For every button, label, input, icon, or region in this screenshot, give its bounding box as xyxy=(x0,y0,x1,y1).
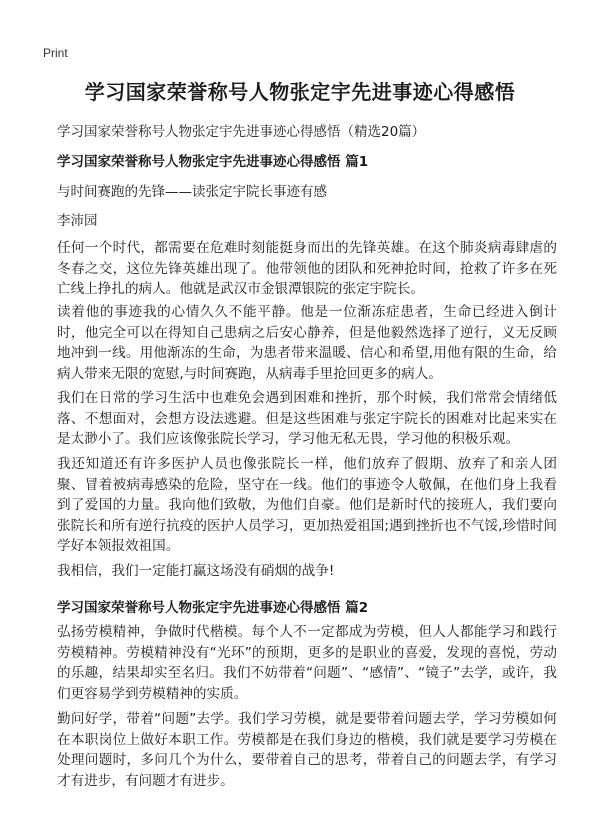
paragraph: 勤问好学，带着“问题”去学。我们学习劳模，就是要带着问题去学，学习劳模如何在本职岗位上做好本职工作。劳模都是在我们身边的楷模，我们就是要学习劳模在处理问题时，多问几个为什么，要带着自己的思考，带着自己的问题去学，有学习才有进步，有问题才有进步。 xyxy=(57,711,557,789)
paragraph: 读着他的事迹我的心情久久不能平静。他是一位渐冻症患者，生命已经进入倒计时，他完全可以在得知自己患病之后安心静养，但是他毅然选择了逆行，义无反顾地冲到一线。用他渐冻的生命，为患者带来温暖、信心和希望,用他有限的生命，给病人带来无限的宽慰,与时间赛跑，从病毒手里抢回更多的病人。 xyxy=(57,304,557,382)
print-link[interactable]: Print xyxy=(43,46,68,60)
section-heading-1: 学习国家荣誉称号人物张定宇先进事迹心得感悟 篇1 xyxy=(57,154,369,170)
section-heading-2: 学习国家荣誉称号人物张定宇先进事迹心得感悟 篇2 xyxy=(57,600,369,616)
page-title: 学习国家荣誉称号人物张定宇先进事迹心得感悟 xyxy=(84,80,516,104)
paragraph: 我还知道还有许多医护人员也像张院长一样，他们放弃了假期、放弃了和亲人团聚、冒着被病毒感染的危险，坚守在一线。他们的事迹令人敬佩，在他们身上我看到了爱国的力量。我向他们致敬，为他们自豪。他们是新时代的接班人，我们要向张院长和所有逆行抗疫的医护人员学习，更加热爱祖国;遇到挫折也不气馁,珍惜时间学好本领报效祖国。 xyxy=(57,456,557,554)
paragraph: 弘扬劳模精神，争做时代楷模。每个人不一定都成为劳模，但人人都能学习和践行劳模精神。劳模精神没有“光环”的预期，更多的是职业的喜爱，发现的喜悦，劳动的乐趣，结果却实至名归。我们不妨带着“问题”、“感情”、“镜子”去学，或许，我们更容易学到劳模精神的实质。 xyxy=(57,624,557,702)
article-title: 与时间赛跑的先锋——读张定宇院长事迹有感 xyxy=(57,184,327,200)
author-name: 李沛园 xyxy=(57,213,98,229)
document-subtitle: 学习国家荣誉称号人物张定宇先进事迹心得感悟（精选20篇） xyxy=(57,124,426,140)
paragraph: 我相信，我们一定能打赢这场没有硝烟的战争! xyxy=(57,563,335,579)
paragraph: 我们在日常的学习生活中也难免会遇到困难和挫折，那个时候，我们常常会情绪低落、不想面对，会想方设法逃避。但是这些困难与张定宇院长的困难对比起来实在是太渺小了。我们应该像张院长学习，学习他无私无畏，学习他的积极乐观。 xyxy=(57,390,557,447)
paragraph: 任何一个时代，都需要在危难时刻能挺身而出的先锋英雄。在这个肺炎病毒肆虐的冬春之交，这位先锋英雄出现了。他带领他的团队和死神抢时间，抢救了许多在死亡线上挣扎的病人。他就是武汉市金银潭银院的张定宇院长。 xyxy=(57,240,557,297)
